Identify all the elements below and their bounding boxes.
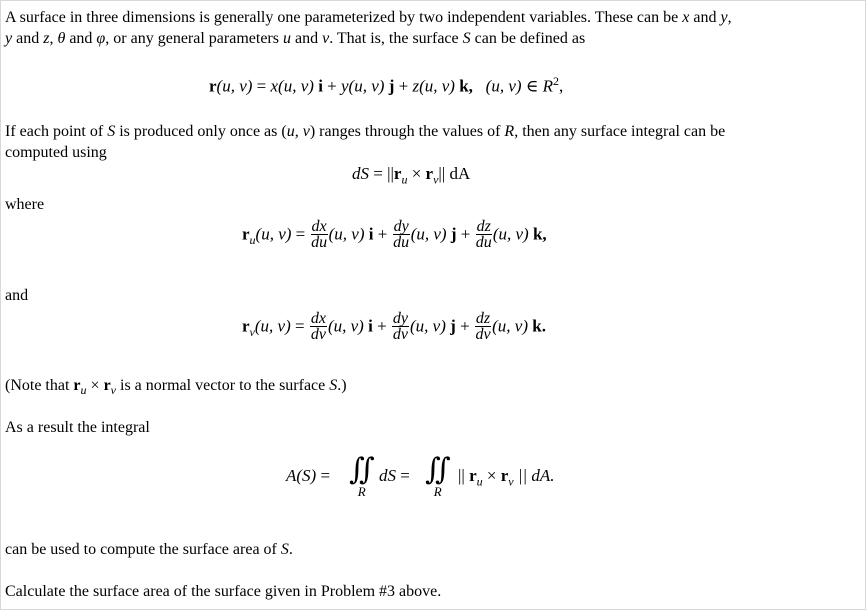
equation-ru: $r_u(u$, v) = $\frac{dx}{du}$ (u, v) i + $\frac{dy}{du}$ (u, v) j + $\frac{dz}{du}$ (u, v) k, (242, 218, 547, 251)
surface-integral-line-2: computed using (5, 144, 107, 161)
equation-area-norm: || $r_u \times r_v$ || dA. (458, 466, 555, 489)
intro-line-1: A surface in three dimensions is generally one parameterized by two independent variables. These can be x and y, (5, 9, 732, 26)
equation-surface-param: r(u, v) = x(u, v) i + y(u, v) j + z(u, v) k, (u, v) ∈ $R^2$, (209, 74, 564, 96)
double-integral-1: ∬ R (349, 452, 375, 499)
problem-instruction: Calculate the surface area of the surface given in Problem #3 above. (5, 583, 442, 600)
surface-integral-line-1: If each point of S is produced only once as (u, v) ranges through the values of R, then any surface integral can be (5, 123, 726, 140)
double-integral-2: ∬ R (425, 452, 451, 499)
and-label: and (5, 287, 29, 304)
equation-area-ds: dS = (379, 466, 410, 485)
surface-area-line: can be used to compute the surface area of S. (5, 541, 293, 558)
result-line: As a result the integral (5, 419, 150, 436)
equation-ds: dS = $||r_u \times r_v||$ dA (352, 164, 471, 187)
equation-rv: $r_v(u$, v) = $\frac{dx}{dv}$ (u, v) i + $\frac{dy}{dv}$ (u, v) j + $\frac{dz}{dv}$ (u, v) k. (242, 310, 546, 343)
normal-vector-note: (Note that $r_u \times r_v$ is a normal vector to the surface S.) (5, 377, 347, 398)
intro-line-2: y and z, θ and φ, or any general parameters u and v. That is, the surface S can be defined as (5, 30, 586, 47)
equation-area-lhs: A(S) = (286, 466, 331, 485)
where-label: where (5, 196, 45, 213)
